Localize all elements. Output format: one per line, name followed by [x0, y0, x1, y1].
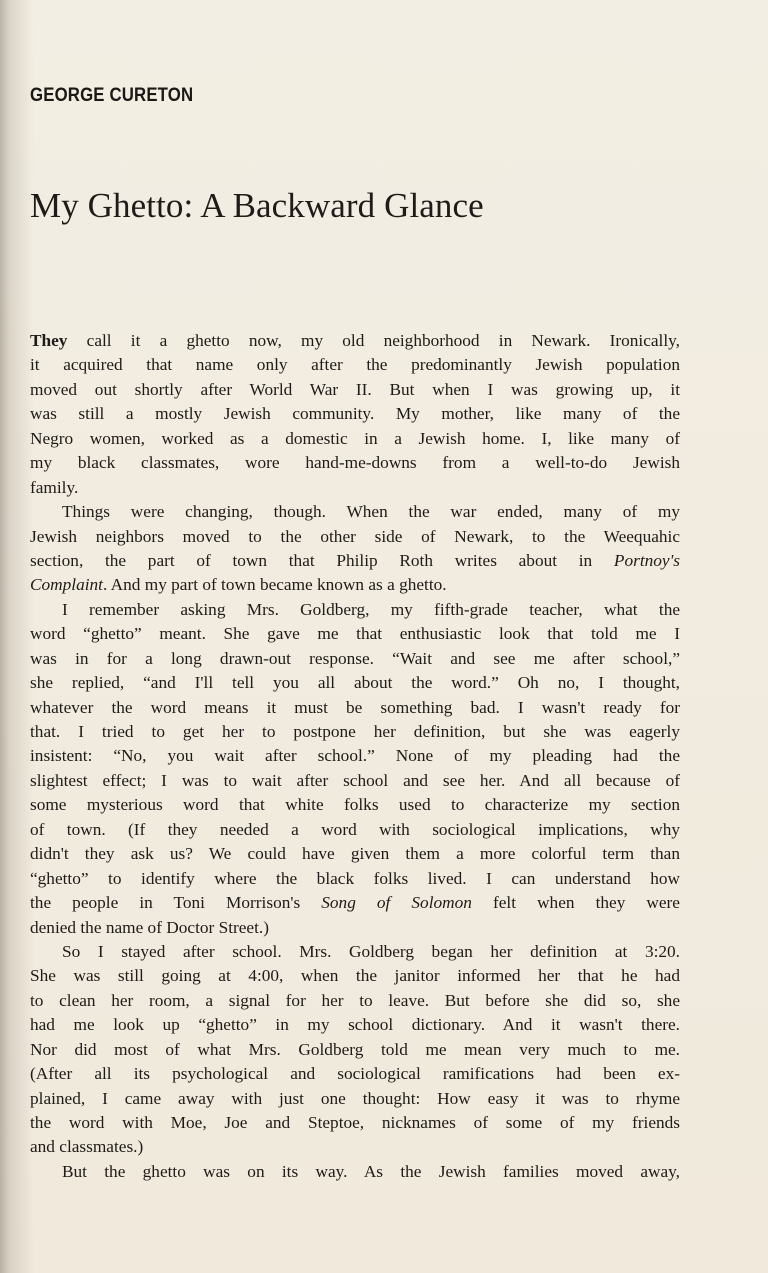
text-line: [30, 720, 680, 744]
text-line: [30, 402, 680, 426]
text-line: [30, 622, 680, 646]
text-segment: had me look up “ghetto” in my school dictionary. And it wasn't there.: [30, 1015, 680, 1035]
italic-title-text: Portnoy's: [613, 550, 680, 570]
text-segment: word “ghetto” meant. She gave me that enthusiastic look that told me I: [30, 624, 680, 644]
text-segment: she replied, “and I'll tell you all about the word.” Oh no, I thought,: [30, 673, 680, 693]
text-line: [30, 916, 680, 940]
text-segment: section, the part of town that Philip Roth writes about in: [30, 550, 614, 570]
text-line: [30, 744, 680, 768]
text-line: [30, 353, 680, 377]
text-segment: call it a ghetto now, my old neighborhood in Newark. Ironically,: [67, 331, 680, 350]
text-line: [30, 867, 680, 891]
text-line: [30, 549, 680, 573]
text-segment: the people in Toni Morrison's: [30, 893, 322, 913]
text-segment: . And my part of town became known as a ghetto.: [102, 575, 447, 595]
text-segment: was in for a long drawn-out response. “Wait and see me after school,”: [30, 648, 680, 668]
essay-title: My Ghetto: A Backward Glance: [30, 186, 484, 225]
text-line: [30, 1160, 680, 1184]
text-line: [30, 500, 680, 524]
text-segment: and classmates.): [30, 1137, 144, 1157]
text-segment: Negro women, worked as a domestic in a Jewish home. I, like many of: [30, 428, 680, 448]
text-segment: to clean her room, a signal for her to leave. But before she did so, she: [30, 990, 680, 1010]
author-name: GEORGE CURETON: [30, 84, 194, 106]
text-line: [30, 647, 680, 671]
text-line: [30, 964, 680, 988]
text-segment: But the ghetto was on its way. As the Jewish families moved away,: [62, 1161, 680, 1181]
text-segment: slightest effect; I was to wait after school and see her. And all because of: [30, 770, 680, 790]
text-line: [30, 525, 680, 549]
text-line: [30, 940, 680, 964]
text-line: [30, 329, 680, 353]
text-segment: moved out shortly after World War II. But when I was growing up, it: [30, 379, 680, 399]
text-line: [30, 1087, 680, 1111]
text-segment: my black classmates, wore hand-me-downs from a well-to-do Jewish: [30, 453, 680, 473]
text-segment: felt when they were: [471, 893, 680, 913]
text-line: [30, 378, 680, 402]
text-line: [30, 1013, 680, 1037]
text-segment: that. I tried to get her to postpone her definition, but she was eagerly: [30, 722, 680, 741]
text-segment: plained, I came away with just one thought: How easy it was to rhyme: [30, 1088, 680, 1108]
text-line: [30, 818, 680, 842]
italic-title-text: Song of Solomon: [321, 893, 472, 913]
text-line: [30, 451, 680, 475]
text-line: [30, 427, 680, 451]
text-segment: didn't they ask us? We could have given them a more colorful term than: [30, 844, 680, 864]
essay-body: [30, 329, 680, 1184]
text-segment: I remember asking Mrs. Goldberg, my fifth-grade teacher, what the: [62, 599, 680, 619]
text-segment: the word with Moe, Joe and Steptoe, nicknames of some of my friends: [30, 1113, 680, 1132]
text-line: [30, 1135, 680, 1159]
text-line: [30, 1111, 680, 1135]
text-segment: denied the name of Doctor Street.): [30, 917, 269, 937]
text-line: [30, 1038, 680, 1062]
text-segment: was still a mostly Jewish community. My mother, like many of the: [30, 404, 680, 424]
text-segment: Jewish neighbors moved to the other side of Newark, to the Weequahic: [30, 526, 680, 546]
text-segment: family.: [30, 477, 79, 497]
text-line: [30, 476, 680, 500]
text-line: [30, 769, 680, 793]
italic-title-text: Complaint: [30, 575, 103, 595]
text-line: [30, 989, 680, 1013]
text-line: [30, 891, 680, 915]
text-line: [30, 671, 680, 695]
text-line: [30, 696, 680, 720]
text-line: [30, 793, 680, 817]
text-segment: (After all its psychological and sociological ramifications had been ex-: [30, 1064, 680, 1084]
text-segment: some mysterious word that white folks used to characterize my section: [30, 795, 680, 815]
text-line: [30, 573, 680, 597]
text-segment: insistent: “No, you wait after school.” None of my pleading had the: [30, 746, 680, 766]
text-segment: it acquired that name only after the predominantly Jewish population: [30, 355, 680, 375]
text-segment: So I stayed after school. Mrs. Goldberg began her definition at 3:20.: [62, 941, 680, 961]
text-segment: whatever the word means it must be something bad. I wasn't ready for: [30, 697, 680, 717]
text-segment: They: [30, 331, 68, 350]
text-line: [30, 842, 680, 866]
text-line: [30, 1062, 680, 1086]
text-line: [30, 598, 680, 622]
text-segment: Things were changing, though. When the war ended, many of my: [62, 502, 680, 522]
text-segment: She was still going at 4:00, when the janitor informed her that he had: [30, 966, 680, 986]
text-segment: “ghetto” to identify where the black folks lived. I can understand how: [30, 868, 680, 888]
text-segment: of town. (If they needed a word with sociological implications, why: [30, 819, 680, 839]
text-segment: Nor did most of what Mrs. Goldberg told me mean very much to me.: [30, 1039, 680, 1059]
